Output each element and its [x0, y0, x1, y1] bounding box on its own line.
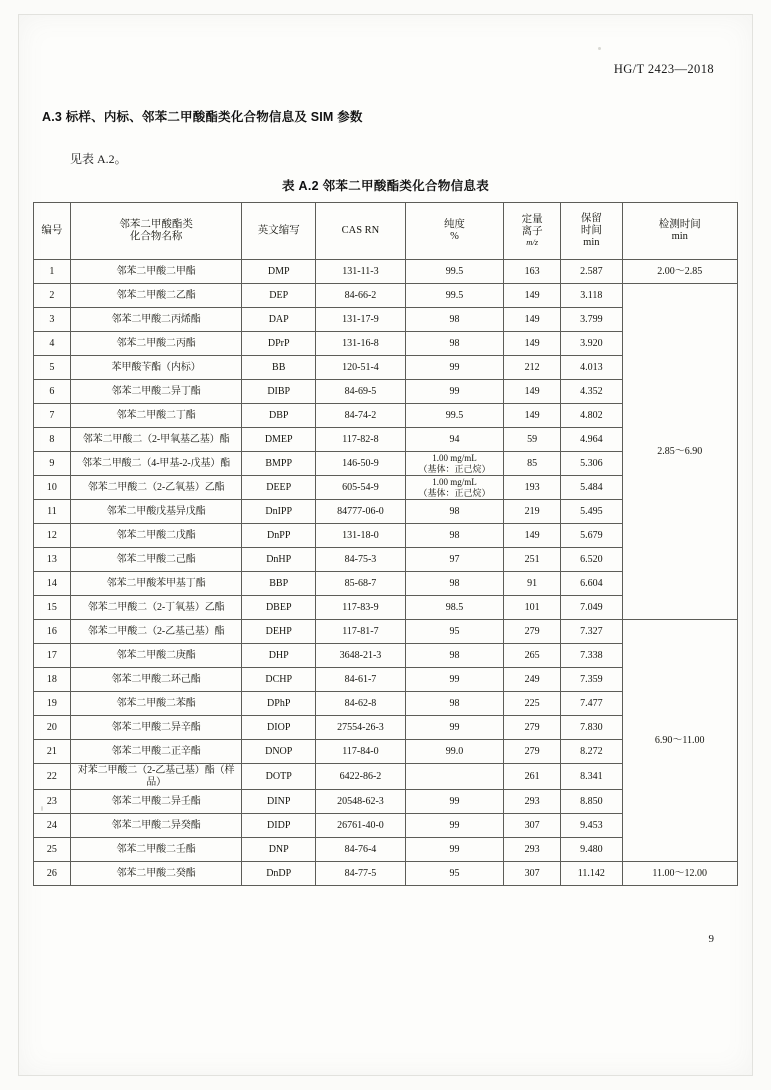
cell-no: 1	[34, 260, 71, 284]
cell-quant-ion: 279	[503, 740, 560, 764]
cell-cas: 85-68-7	[316, 572, 406, 596]
cell-purity: 98	[405, 308, 503, 332]
cell-purity: 98.5	[405, 596, 503, 620]
cell-cas: 26761-40-0	[316, 814, 406, 838]
cell-cas: 84-76-4	[316, 838, 406, 862]
cell-abbr: DIDP	[242, 814, 316, 838]
cell-no: 14	[34, 572, 71, 596]
cell-cas: 20548-62-3	[316, 790, 406, 814]
cell-no: 20	[34, 716, 71, 740]
cell-no: 19	[34, 692, 71, 716]
cell-purity: 99	[405, 716, 503, 740]
cell-quant-ion: 149	[503, 308, 560, 332]
table-caption: 表 A.2 邻苯二甲酸酯类化合物信息表	[281, 179, 490, 193]
cell-quant-ion: 219	[503, 500, 560, 524]
table-row	[34, 284, 738, 308]
cell-compound-name: 邻苯二甲酸二异丁酯	[70, 380, 242, 404]
section-note: 见表 A.2。	[70, 152, 127, 166]
cell-no: 10	[34, 476, 71, 500]
cell-purity: 1.00 mg/mL （基体：正己烷）	[405, 452, 503, 476]
cell-purity: 98	[405, 332, 503, 356]
cell-abbr: DOTP	[242, 764, 316, 790]
cell-abbr: BMPP	[242, 452, 316, 476]
cell-no: 2	[34, 284, 71, 308]
cell-retention-time: 9.480	[561, 838, 622, 862]
cell-abbr: DEP	[242, 284, 316, 308]
cell-purity: 99.0	[405, 740, 503, 764]
cell-retention-time: 4.013	[561, 356, 622, 380]
cell-detection-window: 6.90～11.00	[622, 620, 738, 862]
cell-quant-ion: 149	[503, 284, 560, 308]
cell-purity: 98	[405, 500, 503, 524]
scan-speck	[598, 47, 601, 50]
cell-retention-time: 6.604	[561, 572, 622, 596]
cell-purity: 95	[405, 620, 503, 644]
cell-compound-name: 邻苯二甲酸二（2-乙基己基）酯	[70, 620, 242, 644]
cell-compound-name: 邻苯二甲酸二（2-乙氧基）乙酯	[70, 476, 242, 500]
cell-cas: 84-69-5	[316, 380, 406, 404]
cell-no: 8	[34, 428, 71, 452]
cell-compound-name: 邻苯二甲酸二环己酯	[70, 668, 242, 692]
cell-abbr: DNOP	[242, 740, 316, 764]
cell-quant-ion: 307	[503, 862, 560, 886]
cell-abbr: DBP	[242, 404, 316, 428]
cell-compound-name: 邻苯二甲酸二正辛酯	[70, 740, 242, 764]
cell-abbr: DCHP	[242, 668, 316, 692]
th-no: 编号	[34, 203, 71, 260]
cell-abbr: DnPP	[242, 524, 316, 548]
th-cas: CAS RN	[316, 203, 406, 260]
cell-no: 16	[34, 620, 71, 644]
cell-quant-ion: 149	[503, 380, 560, 404]
cell-retention-time: 3.799	[561, 308, 622, 332]
cell-quant-ion: 59	[503, 428, 560, 452]
cell-quant-ion: 225	[503, 692, 560, 716]
cell-quant-ion: 293	[503, 838, 560, 862]
table-row	[34, 862, 738, 886]
cell-compound-name: 邻苯二甲酸二庚酯	[70, 644, 242, 668]
th-purity: 纯度 %	[405, 203, 503, 260]
cell-no: 21	[34, 740, 71, 764]
cell-compound-name: 邻苯二甲酸二（2-丁氧基）乙酯	[70, 596, 242, 620]
cell-cas: 84-66-2	[316, 284, 406, 308]
table-row	[34, 260, 738, 284]
cell-cas: 120-51-4	[316, 356, 406, 380]
cell-compound-name: 邻苯二甲酸二异辛酯	[70, 716, 242, 740]
cell-purity: 99	[405, 838, 503, 862]
cell-compound-name: 对苯二甲酸二（2-乙基己基）酯（样品）	[70, 764, 242, 790]
cell-purity: 1.00 mg/mL （基体：正己烷）	[405, 476, 503, 500]
cell-purity: 98	[405, 524, 503, 548]
cell-quant-ion: 101	[503, 596, 560, 620]
page-number: 9	[708, 933, 714, 945]
cell-cas: 84777-06-0	[316, 500, 406, 524]
cell-retention-time: 8.341	[561, 764, 622, 790]
cell-retention-time: 3.118	[561, 284, 622, 308]
cell-purity: 95	[405, 862, 503, 886]
cell-purity: 99	[405, 668, 503, 692]
cell-compound-name: 邻苯二甲酸二乙酯	[70, 284, 242, 308]
cell-purity: 99	[405, 380, 503, 404]
cell-quant-ion: 265	[503, 644, 560, 668]
compound-info-table	[33, 202, 738, 886]
cell-retention-time: 7.338	[561, 644, 622, 668]
th-rt: 保留 时间 min	[561, 203, 622, 260]
cell-quant-ion: 212	[503, 356, 560, 380]
cell-abbr: DIBP	[242, 380, 316, 404]
cell-cas: 3648-21-3	[316, 644, 406, 668]
cell-compound-name: 邻苯二甲酸二丙酯	[70, 332, 242, 356]
cell-abbr: DINP	[242, 790, 316, 814]
cell-compound-name: 邻苯二甲酸二己酯	[70, 548, 242, 572]
cell-quant-ion: 149	[503, 524, 560, 548]
cell-retention-time: 9.453	[561, 814, 622, 838]
cell-no: 3	[34, 308, 71, 332]
cell-cas: 27554-26-3	[316, 716, 406, 740]
cell-compound-name: 邻苯二甲酸二（4-甲基-2-戊基）酯	[70, 452, 242, 476]
cell-purity: 97	[405, 548, 503, 572]
table-body	[34, 260, 738, 886]
cell-retention-time: 8.850	[561, 790, 622, 814]
cell-cas: 605-54-9	[316, 476, 406, 500]
cell-cas: 117-84-0	[316, 740, 406, 764]
cell-compound-name: 邻苯二甲酸戊基异戊酯	[70, 500, 242, 524]
cell-quant-ion: 249	[503, 668, 560, 692]
table-header	[34, 203, 738, 260]
cell-abbr: DMEP	[242, 428, 316, 452]
cell-retention-time: 7.477	[561, 692, 622, 716]
cell-purity: 98	[405, 572, 503, 596]
cell-abbr: BBP	[242, 572, 316, 596]
cell-no: 25	[34, 838, 71, 862]
cell-no: 4	[34, 332, 71, 356]
cell-cas: 84-75-3	[316, 548, 406, 572]
cell-cas: 131-17-9	[316, 308, 406, 332]
cell-cas: 84-77-5	[316, 862, 406, 886]
cell-compound-name: 邻苯二甲酸二癸酯	[70, 862, 242, 886]
cell-detection-window: 2.85～6.90	[622, 284, 738, 620]
cell-purity	[405, 764, 503, 790]
cell-cas: 131-18-0	[316, 524, 406, 548]
cell-no: 7	[34, 404, 71, 428]
cell-compound-name: 邻苯二甲酸苯甲基丁酯	[70, 572, 242, 596]
cell-quant-ion: 91	[503, 572, 560, 596]
cell-retention-time: 7.830	[561, 716, 622, 740]
cell-retention-time: 3.920	[561, 332, 622, 356]
th-window: 检测时间 min	[622, 203, 738, 260]
cell-abbr: DPhP	[242, 692, 316, 716]
cell-no: 12	[34, 524, 71, 548]
cell-abbr: DPrP	[242, 332, 316, 356]
standard-code-header: HG/T 2423—2018	[613, 62, 714, 76]
cell-retention-time: 5.306	[561, 452, 622, 476]
compound-info-table-wrapper	[33, 202, 738, 886]
cell-quant-ion: 261	[503, 764, 560, 790]
cell-compound-name: 邻苯二甲酸二丁酯	[70, 404, 242, 428]
cell-retention-time: 8.272	[561, 740, 622, 764]
cell-quant-ion: 293	[503, 790, 560, 814]
cell-abbr: DNP	[242, 838, 316, 862]
th-name: 邻苯二甲酸酯类 化合物名称	[70, 203, 242, 260]
cell-compound-name: 邻苯二甲酸二苯酯	[70, 692, 242, 716]
th-ion: 定量 离子 m/z	[503, 203, 560, 260]
th-abbr: 英文缩写	[242, 203, 316, 260]
cell-retention-time: 6.520	[561, 548, 622, 572]
cell-purity: 99.5	[405, 260, 503, 284]
cell-no: 26	[34, 862, 71, 886]
cell-cas: 146-50-9	[316, 452, 406, 476]
cell-retention-time: 5.679	[561, 524, 622, 548]
cell-cas: 84-61-7	[316, 668, 406, 692]
cell-retention-time: 4.802	[561, 404, 622, 428]
cell-purity: 98	[405, 692, 503, 716]
cell-compound-name: 邻苯二甲酸二壬酯	[70, 838, 242, 862]
cell-cas: 117-83-9	[316, 596, 406, 620]
cell-cas: 117-81-7	[316, 620, 406, 644]
cell-compound-name: 邻苯二甲酸二甲酯	[70, 260, 242, 284]
cell-retention-time: 5.484	[561, 476, 622, 500]
cell-no: 18	[34, 668, 71, 692]
cell-purity: 99.5	[405, 284, 503, 308]
cell-no: 6	[34, 380, 71, 404]
section-heading: A.3 标样、内标、邻苯二甲酸酯类化合物信息及 SIM 参数	[42, 110, 363, 124]
cell-purity: 99.5	[405, 404, 503, 428]
cell-retention-time: 11.142	[561, 862, 622, 886]
cell-retention-time: 5.495	[561, 500, 622, 524]
cell-quant-ion: 307	[503, 814, 560, 838]
cell-cas: 84-62-8	[316, 692, 406, 716]
cell-no: 13	[34, 548, 71, 572]
cell-abbr: DMP	[242, 260, 316, 284]
cell-no: 23	[34, 790, 71, 814]
cell-abbr: DIOP	[242, 716, 316, 740]
cell-cas: 131-11-3	[316, 260, 406, 284]
cell-abbr: DEHP	[242, 620, 316, 644]
cell-abbr: DBEP	[242, 596, 316, 620]
cell-retention-time: 7.327	[561, 620, 622, 644]
cell-detection-window: 2.00～2.85	[622, 260, 738, 284]
cell-abbr: BB	[242, 356, 316, 380]
cell-quant-ion: 193	[503, 476, 560, 500]
cell-no: 15	[34, 596, 71, 620]
cell-compound-name: 邻苯二甲酸二异癸酯	[70, 814, 242, 838]
cell-no: 24	[34, 814, 71, 838]
table-row	[34, 620, 738, 644]
cell-compound-name: 邻苯二甲酸二（2-甲氧基乙基）酯	[70, 428, 242, 452]
cell-retention-time: 7.049	[561, 596, 622, 620]
cell-quant-ion: 149	[503, 332, 560, 356]
cell-detection-window: 11.00～12.00	[622, 862, 738, 886]
cell-abbr: DnDP	[242, 862, 316, 886]
cell-compound-name: 邻苯二甲酸二戊酯	[70, 524, 242, 548]
cell-no: 5	[34, 356, 71, 380]
cell-retention-time: 7.359	[561, 668, 622, 692]
cell-quant-ion: 85	[503, 452, 560, 476]
cell-cas: 131-16-8	[316, 332, 406, 356]
cell-quant-ion: 163	[503, 260, 560, 284]
cell-retention-time: 2.587	[561, 260, 622, 284]
cell-compound-name: 邻苯二甲酸二异壬酯	[70, 790, 242, 814]
cell-purity: 99	[405, 790, 503, 814]
cell-retention-time: 4.964	[561, 428, 622, 452]
cell-compound-name: 苯甲酸苄酯（内标）	[70, 356, 242, 380]
cell-quant-ion: 251	[503, 548, 560, 572]
cell-abbr: DnHP	[242, 548, 316, 572]
cell-purity: 98	[405, 644, 503, 668]
cell-abbr: DHP	[242, 644, 316, 668]
cell-cas: 6422-86-2	[316, 764, 406, 790]
cell-purity: 94	[405, 428, 503, 452]
cell-no: 9	[34, 452, 71, 476]
cell-no: 17	[34, 644, 71, 668]
cell-quant-ion: 279	[503, 716, 560, 740]
cell-cas: 117-82-8	[316, 428, 406, 452]
cell-quant-ion: 149	[503, 404, 560, 428]
cell-abbr: DAP	[242, 308, 316, 332]
cell-purity: 99	[405, 356, 503, 380]
cell-quant-ion: 279	[503, 620, 560, 644]
cell-abbr: DnIPP	[242, 500, 316, 524]
cell-cas: 84-74-2	[316, 404, 406, 428]
cell-purity: 99	[405, 814, 503, 838]
cell-no: 22	[34, 764, 71, 790]
table-header-row	[34, 203, 738, 260]
cell-retention-time: 4.352	[561, 380, 622, 404]
cell-abbr: DEEP	[242, 476, 316, 500]
cell-no: 11	[34, 500, 71, 524]
cell-compound-name: 邻苯二甲酸二丙烯酯	[70, 308, 242, 332]
